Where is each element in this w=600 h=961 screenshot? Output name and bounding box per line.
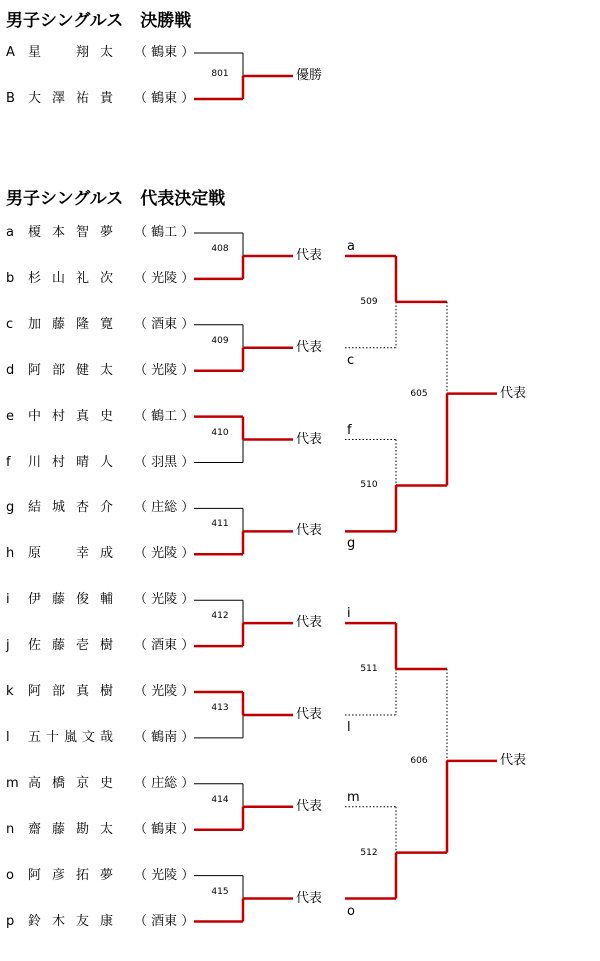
player-school: （ 鶴東 ） [134, 45, 195, 60]
entry-label: g [347, 536, 356, 552]
player-seed: j [6, 638, 10, 654]
player-name-char: 村 [52, 408, 66, 424]
player-name-char: 樹 [100, 638, 114, 654]
player-school: （ 鶴南 ） [134, 729, 195, 745]
player-name-char: 介 [100, 500, 114, 516]
player-seed: a [6, 225, 14, 240]
player-school: （ 庄総 ） [134, 775, 195, 791]
player-name-char: 本 [52, 225, 66, 240]
school-name: 庄総 [151, 775, 178, 791]
player-name-char: 伊 [28, 592, 42, 608]
match-number: 413 [211, 702, 229, 713]
representative-label: 代表 [296, 431, 323, 447]
player-name-char: 貴 [100, 91, 114, 106]
representative-label: 代表 [296, 798, 323, 814]
player-name-char: 榎 [28, 225, 42, 240]
player-name-char: 結 [28, 500, 42, 516]
player-name-char: 幸 [76, 546, 90, 562]
player-seed: o [6, 867, 14, 883]
player-school: （ 鶴工 ） [134, 408, 195, 424]
player-name-char: 五 [28, 729, 42, 745]
player-seed: m [6, 775, 19, 791]
player-seed: n [6, 821, 15, 837]
champion-label: 優勝 [296, 68, 323, 83]
player-name-char: 寛 [100, 316, 114, 332]
player-name-char: 高 [28, 775, 42, 791]
player-name-char: 阿 [28, 684, 42, 699]
player-seed: A [6, 45, 15, 60]
school-name: 酒東 [151, 316, 178, 332]
match-number: 412 [211, 611, 229, 622]
match-number: 411 [211, 519, 229, 530]
player-name-char: 輔 [100, 592, 114, 608]
school-name: 光陵 [151, 592, 178, 608]
school-name: 光陵 [151, 867, 178, 883]
school-name: 光陵 [151, 546, 178, 562]
player-name-char: 加 [28, 316, 42, 332]
player-name-char: 康 [100, 913, 114, 929]
match-number: 410 [211, 427, 229, 438]
player-name-char: 成 [100, 546, 114, 562]
school-name: 鶴南 [151, 729, 178, 745]
player-name-char: 京 [76, 775, 90, 791]
player-name-char: 原 [28, 546, 42, 562]
entry-label: f [347, 422, 352, 438]
final-title: 男子シングルス 決勝戦 [6, 11, 192, 31]
player-school: （ 光陵 ） [134, 362, 195, 378]
player-school: （ 庄総 ） [134, 500, 195, 516]
player-school: （ 光陵 ） [134, 684, 195, 699]
player-name-char: 十 [46, 729, 60, 745]
player-name-char: 太 [100, 821, 114, 837]
entry-label: l [347, 719, 351, 735]
player-name-char: 祐 [76, 91, 90, 106]
match-number: 509 [360, 296, 378, 307]
player-name-char: 山 [52, 270, 66, 286]
school-name: 羽黒 [151, 454, 178, 470]
representative-label: 代表 [296, 339, 323, 355]
school-name: 酒東 [151, 913, 178, 929]
player-name-char: 勘 [76, 821, 90, 837]
player-name-char: 真 [76, 684, 90, 699]
player-name-char: 大 [28, 91, 42, 106]
player-name-char: 部 [52, 684, 66, 699]
player-name-char: 太 [100, 45, 114, 60]
player-name-char: 夢 [100, 225, 114, 240]
player-name-char: 哉 [100, 729, 114, 745]
match-number: 605 [410, 388, 428, 399]
representative-label: 代表 [500, 385, 527, 401]
match-number: 511 [360, 664, 378, 675]
player-seed: k [6, 684, 14, 699]
school-name: 鶴東 [151, 821, 178, 837]
school-name: 鶴東 [151, 45, 178, 60]
representative-label: 代表 [296, 247, 323, 263]
match-number: 606 [410, 755, 428, 766]
match-number: 409 [211, 335, 229, 346]
entry-label: o [347, 903, 355, 919]
player-name-char: 中 [28, 408, 42, 424]
match-number: 414 [211, 794, 229, 805]
player-seed: p [6, 913, 15, 929]
player-seed: i [6, 592, 10, 608]
player-name-char: 真 [76, 408, 90, 424]
match-number: 801 [211, 69, 229, 79]
player-school: （ 光陵 ） [134, 546, 195, 562]
player-name-char: 夢 [100, 867, 114, 883]
player-name-char: 彦 [52, 867, 66, 883]
player-school: （ 光陵 ） [134, 867, 195, 883]
player-name-char: 友 [76, 913, 90, 929]
player-school: （ 光陵 ） [134, 270, 195, 286]
player-name-char: 杏 [76, 500, 90, 516]
player-school: （ 鶴工 ） [134, 225, 195, 240]
player-name-char: 鈴 [28, 913, 42, 929]
representative-label: 代表 [296, 706, 323, 722]
representative-label: 代表 [296, 890, 323, 906]
player-seed: e [6, 408, 14, 424]
player-name-char: 樹 [100, 684, 114, 699]
player-name-char: 晴 [76, 454, 90, 470]
player-name-char: 史 [100, 775, 114, 791]
player-name-char: 藤 [52, 821, 66, 837]
school-name: 光陵 [151, 362, 178, 378]
entry-label: c [347, 352, 355, 368]
player-name-char: 史 [100, 408, 114, 424]
player-name-char: 阿 [28, 362, 42, 378]
player-seed: c [6, 316, 14, 332]
player-seed: b [6, 270, 15, 286]
player-school: （ 酒東 ） [134, 316, 195, 332]
player-name-char: 人 [100, 454, 114, 470]
school-name: 光陵 [151, 684, 178, 699]
match-number: 408 [211, 243, 229, 254]
player-school: （ 酒東 ） [134, 913, 195, 929]
player-name-char: 藤 [52, 592, 66, 608]
representative-label: 代表 [296, 523, 323, 539]
match-number: 510 [360, 480, 378, 491]
player-name-char: 阿 [28, 867, 42, 883]
representative-title: 男子シングルス 代表決定戦 [6, 189, 226, 209]
player-name-char: 齋 [28, 821, 42, 837]
player-name-char: 杉 [28, 270, 42, 286]
entry-label: a [347, 238, 355, 254]
player-name-char: 拓 [76, 867, 90, 883]
player-name-char: 部 [52, 362, 66, 378]
player-school: （ 鶴東 ） [134, 821, 195, 837]
player-school: （ 光陵 ） [134, 592, 195, 608]
player-seed: g [6, 500, 15, 516]
player-name-char: 文 [82, 729, 96, 745]
player-seed: B [6, 91, 15, 106]
player-name-char: 翔 [76, 45, 90, 60]
player-name-char: 村 [52, 454, 66, 470]
player-name-char: 川 [28, 454, 42, 470]
player-name-char: 隆 [76, 316, 90, 332]
player-name-char: 智 [76, 225, 90, 240]
school-name: 庄総 [151, 500, 178, 516]
player-name-char: 橋 [52, 775, 66, 791]
school-name: 鶴東 [151, 91, 178, 106]
school-name: 鶴工 [151, 408, 178, 424]
player-name-char: 城 [52, 500, 66, 516]
player-seed: h [6, 546, 15, 562]
player-name-char: 俊 [76, 592, 90, 608]
player-seed: d [6, 362, 15, 378]
player-school: （ 酒東 ） [134, 638, 195, 654]
match-number: 415 [211, 886, 229, 897]
match-number: 512 [360, 847, 378, 858]
school-name: 鶴工 [151, 225, 178, 240]
entry-label: m [347, 789, 360, 805]
player-name-char: 星 [28, 45, 42, 60]
player-name-char: 壱 [76, 638, 90, 654]
player-name-char: 健 [76, 362, 90, 378]
school-name: 酒東 [151, 638, 178, 654]
player-name-char: 佐 [28, 638, 42, 654]
player-name-char: 次 [100, 270, 114, 286]
player-name-char: 太 [100, 362, 114, 378]
player-seed: f [6, 454, 11, 470]
player-seed: l [6, 729, 10, 745]
player-school: （ 鶴東 ） [134, 91, 195, 106]
entry-label: i [347, 606, 351, 622]
representative-label: 代表 [296, 615, 323, 631]
player-name-char: 嵐 [64, 729, 78, 745]
player-name-char: 礼 [76, 270, 90, 286]
player-school: （ 羽黒 ） [134, 454, 195, 470]
player-name-char: 澤 [52, 91, 66, 106]
representative-label: 代表 [500, 752, 527, 768]
school-name: 光陵 [151, 270, 178, 286]
player-name-char: 藤 [52, 316, 66, 332]
player-name-char: 藤 [52, 638, 66, 654]
player-name-char: 木 [52, 913, 66, 929]
